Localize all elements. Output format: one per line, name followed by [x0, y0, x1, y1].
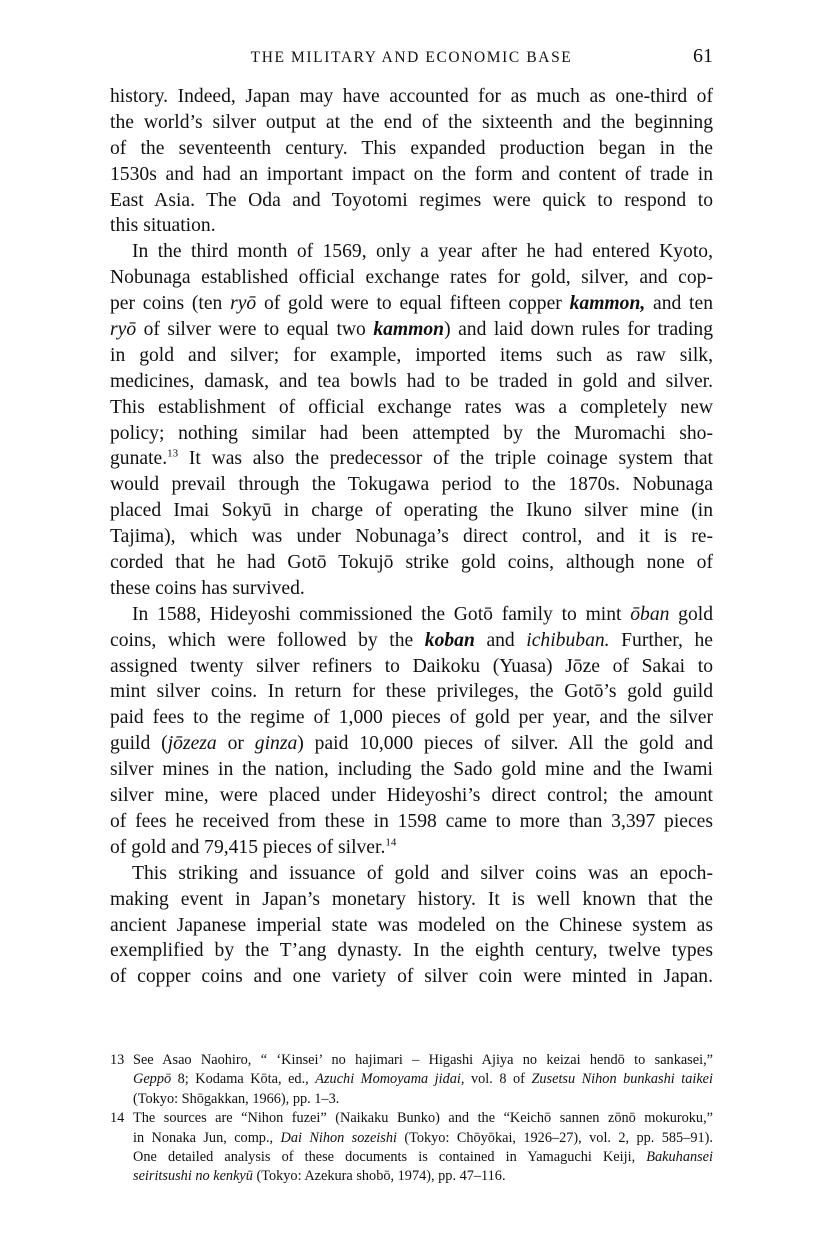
text-line	[110, 421, 713, 447]
footnote-line	[110, 1109, 713, 1128]
text-line	[110, 679, 713, 705]
text-run: coins, which were followed by the	[110, 629, 425, 651]
text-run: One detailed analysis of these documents is contained in Yamaguchi Keiji,	[133, 1148, 647, 1165]
text-run: and	[474, 629, 527, 651]
text-run: gold	[669, 603, 713, 625]
bold-italic-term: kammon	[373, 319, 445, 341]
text-run: This striking and issuance of gold and silver coins was an epoch-	[132, 862, 713, 884]
text-run: this situation.	[110, 215, 216, 237]
text-run: or	[216, 733, 255, 755]
text-line	[110, 265, 713, 291]
italic-term: Dai Nihon sozeishi	[280, 1129, 397, 1146]
text-run: (Tokyo: Azekura shobō, 1974), pp. 47–116.	[252, 1168, 506, 1185]
italic-term: ōban	[630, 603, 670, 625]
text-line	[110, 317, 713, 343]
text-run: Tajima), which was under Nobunaga’s direct control, and it is re-	[110, 526, 713, 548]
text-run: in Nonaka Jun, comp.,	[133, 1129, 281, 1146]
text-line	[110, 369, 713, 395]
text-run: In the third month of 1569, only a year after he had entered Kyoto,	[132, 241, 713, 263]
text-run: This establishment of official exchange rates was a completely new	[110, 396, 713, 418]
paragraph	[110, 84, 713, 239]
running-title: THE MILITARY AND ECONOMIC BASE	[250, 49, 573, 66]
text-line	[110, 550, 713, 576]
text-run: gunate.	[110, 448, 168, 470]
text-line	[110, 731, 713, 757]
text-run: silver mine, were placed under Hideyoshi’s direct control; the amount	[110, 785, 713, 807]
text-run: East Asia. The Oda and Toyotomi regimes were quick to respond to	[110, 189, 713, 211]
text-run: history. Indeed, Japan may have accounted for as much as one-third of	[110, 86, 713, 107]
italic-term: jōzeza	[167, 733, 217, 755]
italic-term: ryō	[110, 319, 137, 341]
running-header	[110, 45, 713, 71]
text-run: placed Imai Sokyū in charge of operating the Ikuno silver mine (in	[110, 500, 713, 522]
text-run: ) and laid down rules for trading	[444, 319, 714, 341]
footnotes	[110, 1051, 713, 1187]
text-run: of gold and 79,415 pieces of silver.	[110, 836, 386, 858]
footnote-number: 13	[110, 1052, 125, 1068]
text-run: would prevail through the Tokugawa period to the 1870s. Nobunaga	[110, 474, 713, 496]
text-run: Further, he	[609, 629, 713, 651]
text-line	[110, 188, 713, 214]
bold-italic-term: kammon,	[569, 293, 646, 315]
text-line	[110, 291, 713, 317]
text-run: It was also the predecessor of the triple coinage system that	[178, 448, 713, 470]
text-run: in gold and silver; for example, imported items such as raw silk,	[110, 344, 713, 366]
footnote-line	[110, 1051, 713, 1070]
italic-term: Zusetsu Nihon bunkashi taikei	[531, 1071, 713, 1088]
text-run: the world’s silver output at the end of the sixteenth and the beginning	[110, 111, 713, 133]
text-run: ) paid 10,000 pieces of silver. All the gold and	[297, 733, 714, 755]
text-line	[110, 498, 713, 524]
text-run: (Tokyo: Chōyōkai, 1926–27), vol. 2, pp. 585–91).	[396, 1129, 713, 1146]
text-run: of silver were to equal two	[136, 319, 374, 341]
text-run: policy; nothing similar had been attempted by the Muromachi sho-	[110, 422, 713, 444]
footnote	[110, 1051, 713, 1109]
paragraph	[110, 861, 713, 990]
footnote-number: 14	[110, 1110, 125, 1127]
text-run: of gold were to equal fifteen copper	[256, 293, 570, 315]
italic-term: ginza	[254, 733, 298, 755]
text-line	[110, 472, 713, 498]
text-line	[110, 110, 713, 136]
text-line	[110, 835, 713, 861]
italic-term: ichibuban.	[526, 629, 610, 651]
page-number: 61	[693, 45, 713, 67]
text-line	[110, 602, 713, 628]
text-run: these coins has survived.	[110, 577, 305, 599]
text-run: 8; Kodama Kōta, ed.,	[171, 1071, 316, 1088]
text-run: ancient Japanese imperial state was modeled on the Chinese system as	[110, 914, 713, 936]
text-run: Nobunaga established official exchange rates for gold, silver, and cop-	[110, 267, 713, 289]
text-run: exemplified by the T’ang dynasty. In the eighth century, twelve types	[110, 940, 713, 962]
bold-italic-term: koban	[424, 629, 475, 651]
text-run: The sources are “Nihon fuzei” (Naikaku Bunko) and the “Keichō sannen zōnō mokuroku,”	[133, 1110, 713, 1127]
footnote-reference: 13	[167, 447, 179, 460]
text-run: guild (	[110, 733, 168, 755]
text-run: of fees he received from these in 1598 came to more than 3,397 pieces	[110, 810, 713, 832]
text-run: making event in Japan’s monetary history. It is well known that the	[110, 888, 713, 910]
text-line	[110, 861, 713, 887]
text-run: of the seventeenth century. This expanded production began in the	[110, 137, 713, 159]
text-run: (Tokyo: Shōgakkan, 1966), pp. 1–3.	[133, 1090, 340, 1107]
text-run: medicines, damask, and tea bowls had to be traded in gold and silver.	[110, 370, 713, 392]
footnote-line	[110, 1129, 713, 1148]
text-line	[110, 239, 713, 265]
text-run: corded that he had Gotō Tokujō strike gold coins, although none of	[110, 552, 713, 574]
italic-term: ryō	[230, 293, 257, 315]
text-line	[110, 213, 713, 239]
paragraph	[110, 239, 713, 601]
text-line	[110, 343, 713, 369]
text-run: mint silver coins. In return for these privileges, the Gotō’s gold guild	[110, 681, 713, 703]
text-run: assigned twenty silver refiners to Daikoku (Yuasa) Jōze of Sakai to	[110, 655, 713, 677]
body-text	[110, 84, 713, 990]
text-line	[110, 705, 713, 731]
footnote-line	[110, 1090, 713, 1109]
text-line	[110, 446, 713, 472]
paragraph	[110, 602, 713, 861]
text-line	[110, 524, 713, 550]
text-line	[110, 887, 713, 913]
text-run: silver mines in the nation, including the Sado gold mine and the Iwami	[110, 759, 713, 781]
text-line	[110, 809, 713, 835]
text-run: See Asao Naohiro, “ ‘Kinsei’ no hajimari – Higashi Ajiya no keizai hendō to sankasei,”	[133, 1052, 713, 1068]
text-line	[110, 395, 713, 421]
text-run: per coins (ten	[110, 293, 231, 315]
footnote	[110, 1109, 713, 1187]
text-line	[110, 757, 713, 783]
text-line	[110, 136, 713, 162]
footnote-line	[110, 1148, 713, 1167]
text-line	[110, 938, 713, 964]
italic-term: Bakuhansei	[646, 1148, 713, 1165]
footnote-line	[110, 1167, 713, 1186]
text-line	[110, 84, 713, 110]
text-line	[110, 628, 713, 654]
text-run: 1530s and had an important impact on the form and content of trade in	[110, 163, 713, 185]
text-line	[110, 964, 713, 990]
footnote-reference: 14	[385, 836, 397, 849]
text-line	[110, 783, 713, 809]
text-line	[110, 576, 713, 602]
text-run: , vol. 8 of	[460, 1071, 532, 1088]
text-run: In 1588, Hideyoshi commissioned the Gotō family to mint	[132, 603, 631, 625]
italic-term: seiritsushi no kenkyū	[133, 1168, 253, 1185]
italic-term: Geppō	[133, 1071, 172, 1088]
italic-term: Azuchi Momoyama jidai	[315, 1071, 461, 1088]
footnote-line	[110, 1070, 713, 1089]
text-line	[110, 654, 713, 680]
text-line	[110, 913, 713, 939]
text-run: paid fees to the regime of 1,000 pieces of gold per year, and the silver	[110, 707, 713, 729]
text-run: and ten	[645, 293, 713, 315]
text-run: of copper coins and one variety of silver coin were minted in Japan.	[110, 966, 713, 988]
text-line	[110, 162, 713, 188]
